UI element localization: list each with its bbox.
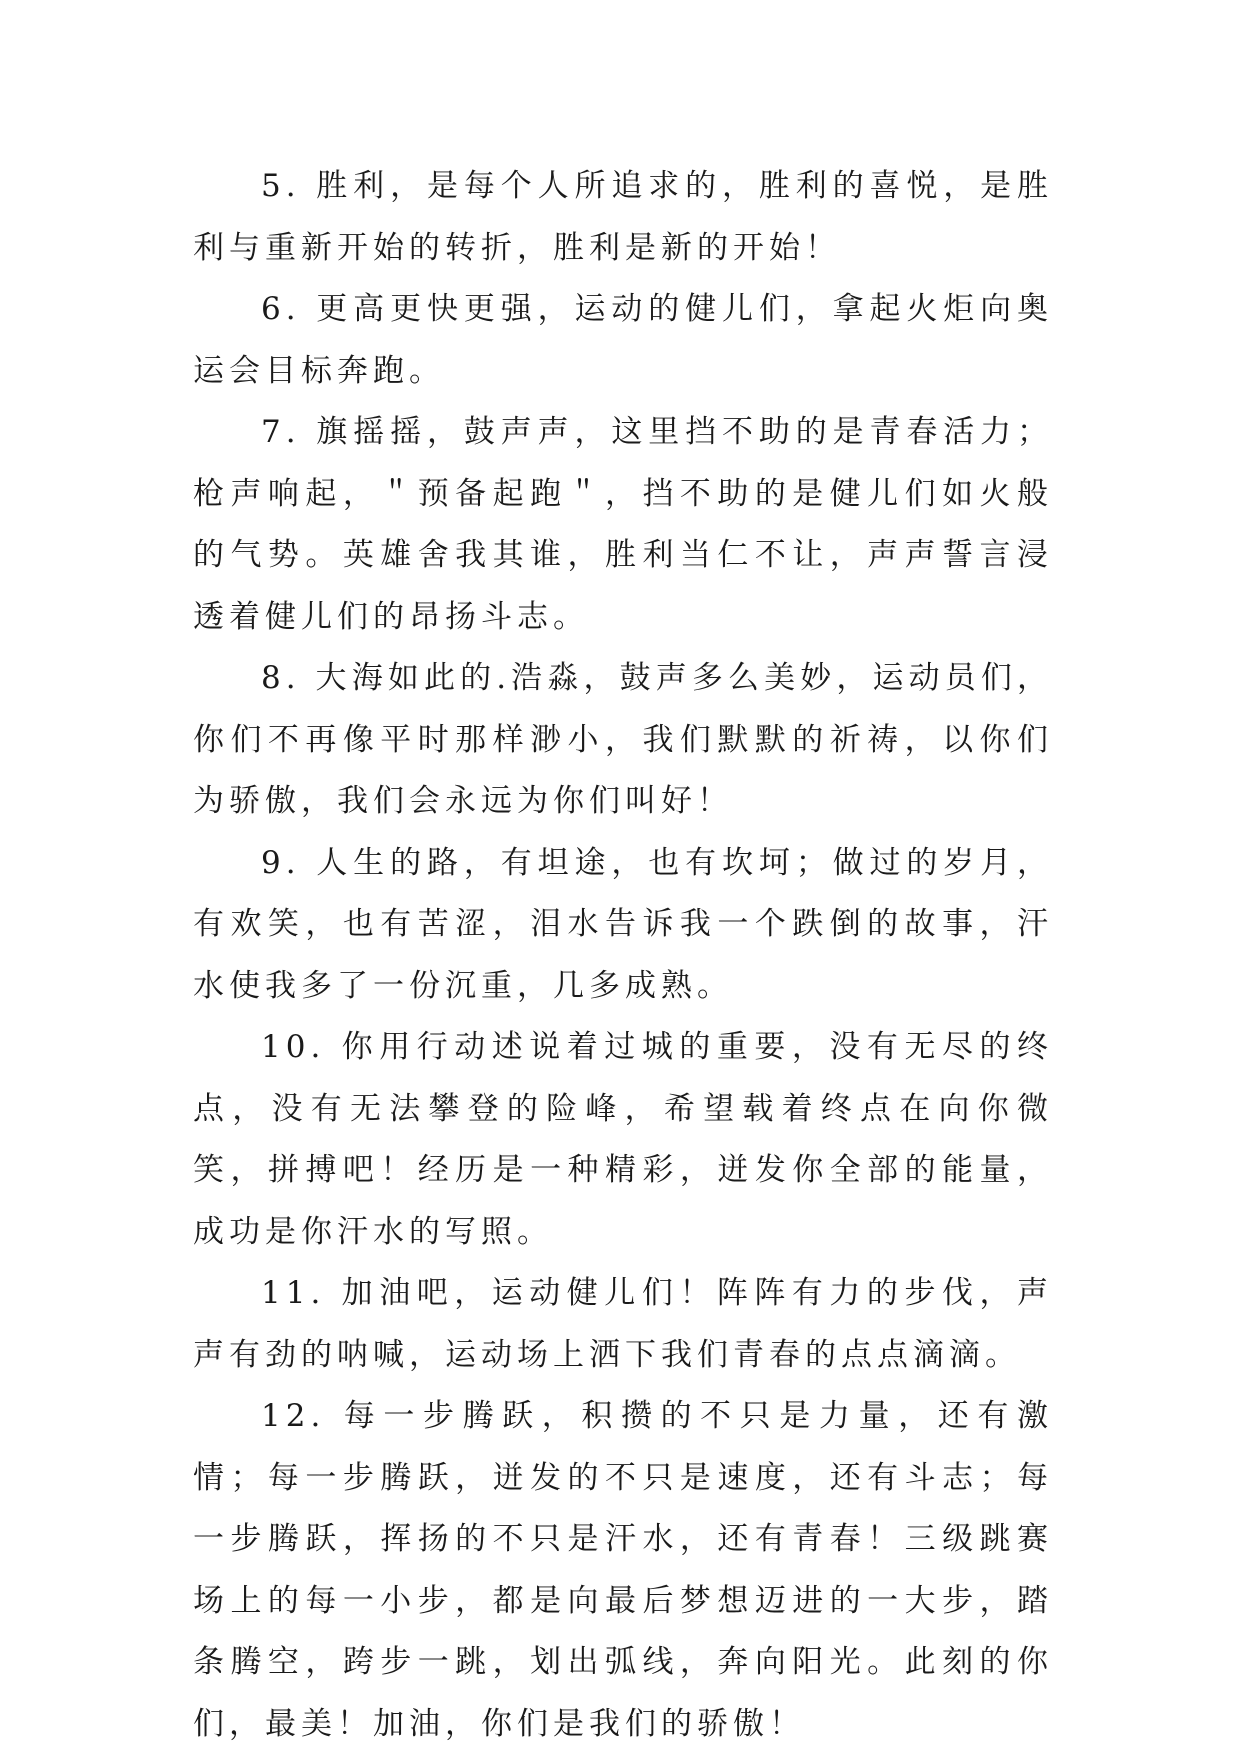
paragraph-5: 5. 胜利，是每个人所追求的，胜利的喜悦，是胜利与重新开始的转折，胜利是新的开始！ (193, 168, 1053, 266)
paragraph-10: 10. 你用行动述说着过城的重要，没有无尽的终点，没有无法攀登的险峰，希望载着终点在向你微笑，拼搏吧！经历是一种精彩，迸发你全部的能量，成功是你汗水的写照。 (193, 1029, 1053, 1250)
document-body (193, 156, 1053, 1755)
paragraph-11: 11. 加油吧，运动健儿们！阵阵有力的步伐，声声有劲的呐喊，运动场上洒下我们青春的点点滴滴。 (193, 1275, 1053, 1373)
paragraph-6: 6. 更高更快更强，运动的健儿们，拿起火炬向奥运会目标奔跑。 (193, 291, 1053, 389)
paragraph-8: 8. 大海如此的.浩淼，鼓声多么美妙，运动员们，你们不再像平时那样渺小，我们默默的祈祷，以你们为骄傲，我们会永远为你们叫好！ (193, 660, 1053, 819)
paragraph-7: 7. 旗摇摇，鼓声声，这里挡不助的是青春活力；枪声响起，＂预备起跑＂，挡不助的是健儿们如火般的气势。英雄舍我其谁，胜利当仁不让，声声誓言浸透着健儿们的昂扬斗志。 (193, 414, 1053, 635)
paragraph-9: 9. 人生的路，有坦途，也有坎坷；做过的岁月，有欢笑，也有苦涩，泪水告诉我一个跌倒的故事，汗水使我多了一份沉重，几多成熟。 (193, 844, 1053, 1004)
paragraph-12: 12. 每一步腾跃，积攒的不只是力量，还有激情；每一步腾跃，迸发的不只是速度，还有斗志；每一步腾跃，挥扬的不只是汗水，还有青春！三级跳赛场上的每一小步，都是向最后梦想迈进的一大步，踏条腾空，跨步一跳，划出弧线，奔向阳光。此刻的你们，最美！加油，你们是我们的骄傲！ (193, 1398, 1053, 1742)
